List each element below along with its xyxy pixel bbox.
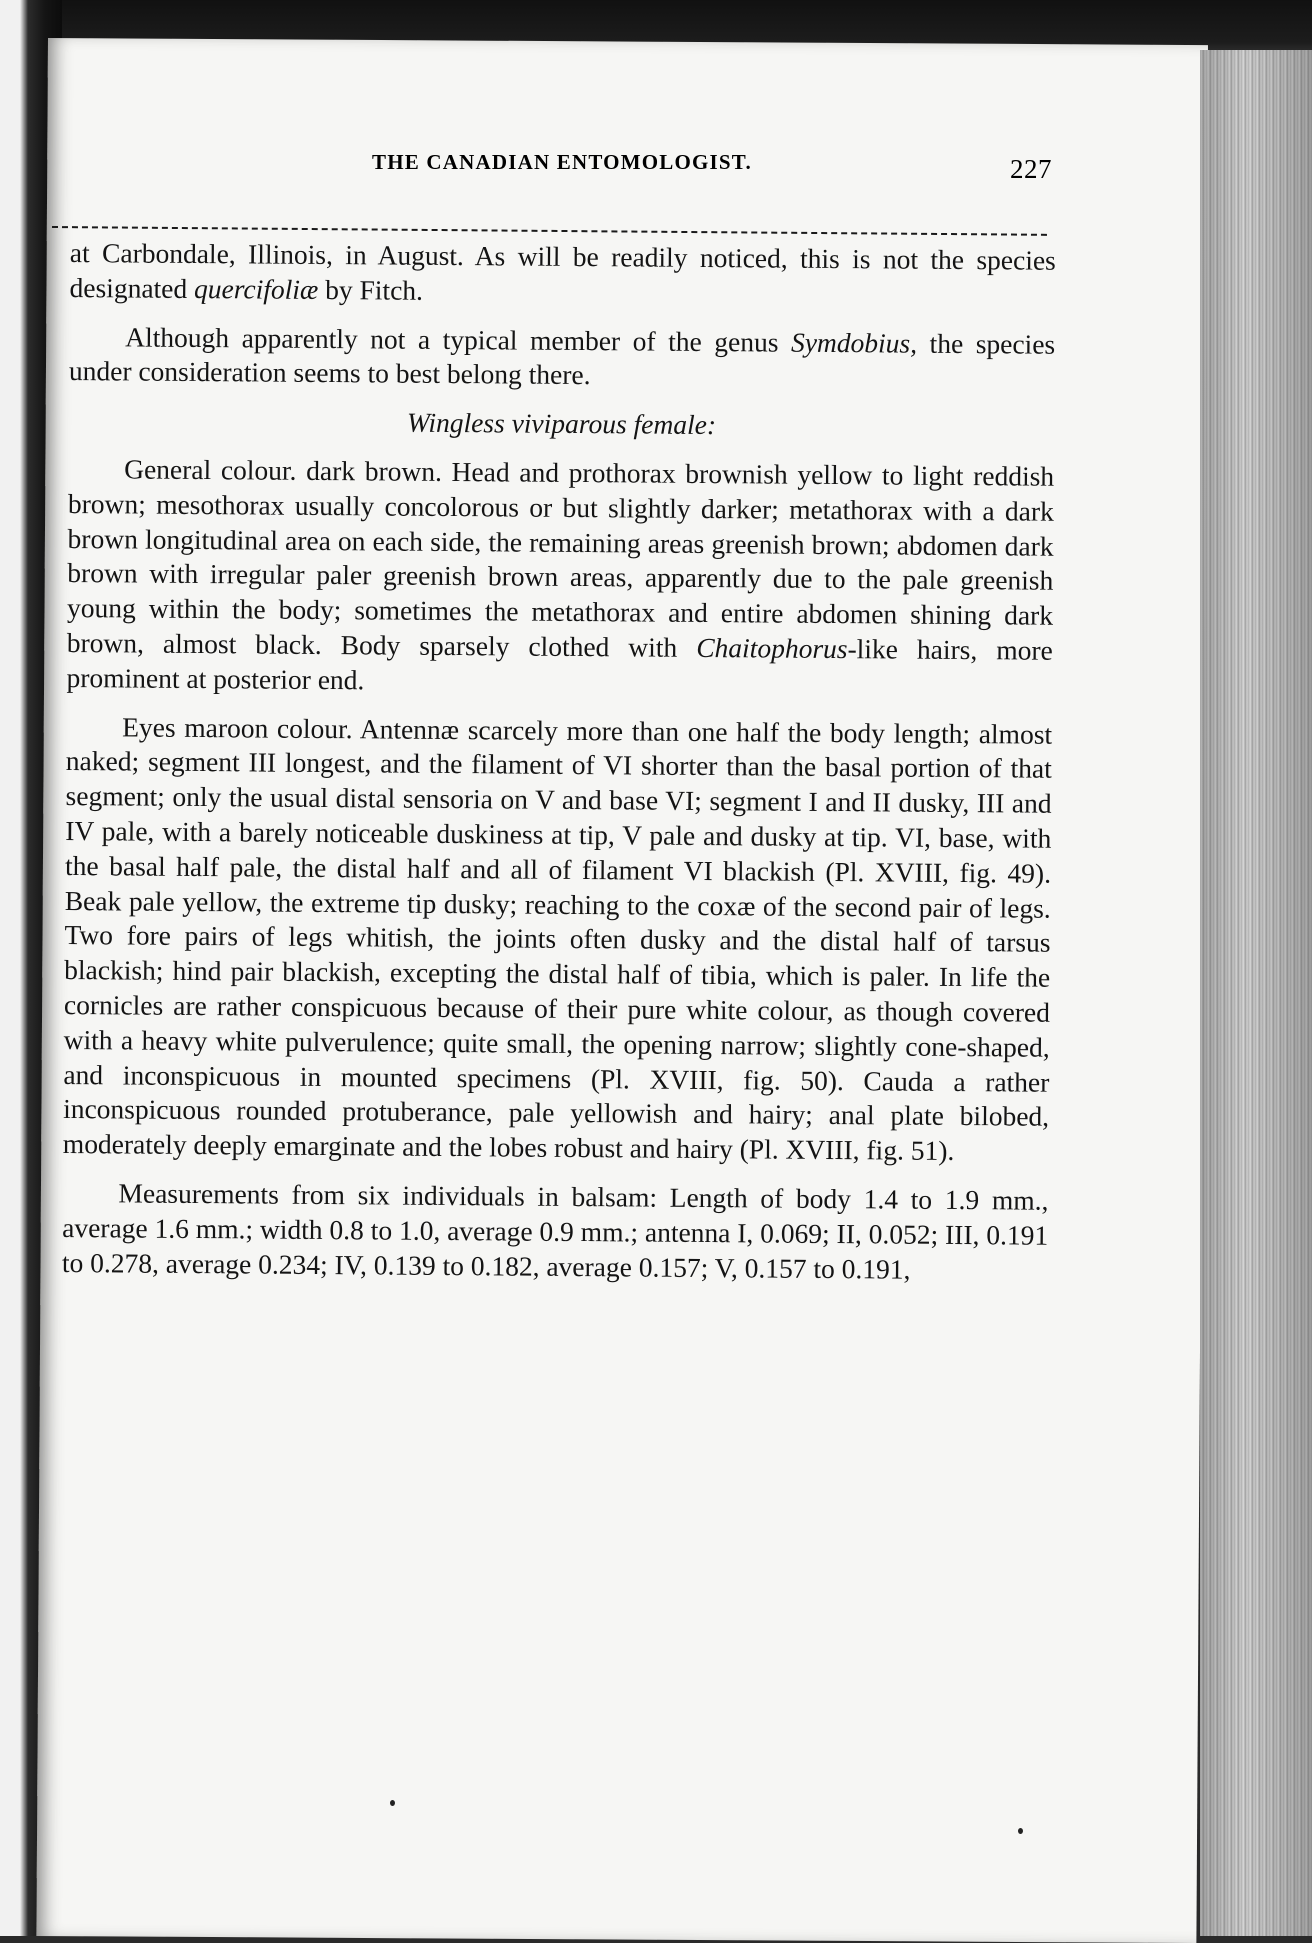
- running-title: THE CANADIAN ENTOMOLOGIST.: [372, 150, 752, 174]
- print-speck: [1018, 1828, 1023, 1834]
- paragraph-2: Although apparently not a typical member of the genus Symdobius, the species under consideration seems to best belong there.: [68, 321, 1056, 391]
- paragraph-5: Measurements from six individuals in balsam: Length of body 1.4 to 1.9 mm., average 1.6 mm.; width 0.8 to 1.0, average 0.9 mm.; antenna I, 0.069; II, 0.052; III, 0.191 to 0.278, average 0.234; IV, 0.139 to 0.182, average 0.157; V, 0.157 to 0.191,: [61, 1177, 1049, 1285]
- paragraph-1: at Carbondale, Illinois, in August. As will be readily noticed, this is not the species designated quercifoliæ by Fitch.: [69, 236, 1056, 306]
- species-name-italic: quercifoliæ: [193, 272, 319, 305]
- print-speck: [390, 1800, 395, 1806]
- page-number: 227: [1010, 154, 1052, 184]
- paragraph-4: Eyes maroon colour. Antennæ scarcely more than one half the body length; almost naked; segment III longest, and the filament of VI shorter than the basal portion of that segment; only the usual distal sensoria on V and base VI; segment I and II dusky, III and IV pale, with a barely noticeable duskiness at tip, V pale and dusky at tip. VI, base, with the basal half pale, the distal half and all of filament VI blackish (Pl. XVIII, fig. 49). Beak pale yellow, the extreme tip dusky; reaching to the coxæ of the second pair of legs. Two fore pairs of legs whitish, the joints often dusky and the distal half of tarsus blackish; hind pair blackish, excepting the distal half of tibia, which is paler. In life the cornicles are rather conspicuous because of their pure white colour, as though covered with a heavy white pulverulence; quite small, the opening narrow; slightly cone-shaped, and inconspicuous in mounted specimens (Pl. XVIII, fig. 50). Cauda a rather inconspicuous rounded protuberance, pale yellowish and hairy; anal plate bilobed, moderately deeply emarginate and the lobes robust and hairy (Pl. XVIII, fig. 51).: [62, 710, 1053, 1167]
- running-header: [122, 150, 1052, 202]
- paragraph-3: General colour. dark brown. Head and prothorax brownish yellow to light reddish brown; mesothorax usually concolorous or but slightly darker; metathorax with a dark brown longitudinal area on each side, the remaining areas greenish brown; abdomen dark brown with irregular paler greenish brown areas, apparently due to the pale greenish young within the body; sometimes the metathorax and entire abdomen shining dark brown, almost black. Body sparsely clothed with Chaitophorus-like hairs, more prominent at posterior end.: [66, 453, 1055, 696]
- genus-name-italic: Symdobius,: [790, 326, 918, 359]
- page-edges-shade: [1200, 50, 1312, 1936]
- section-subheading: Wingless viviparous female:: [406, 406, 717, 441]
- chaitophorus-italic: Chaitophorus: [696, 631, 848, 665]
- page-body: [62, 236, 1056, 1302]
